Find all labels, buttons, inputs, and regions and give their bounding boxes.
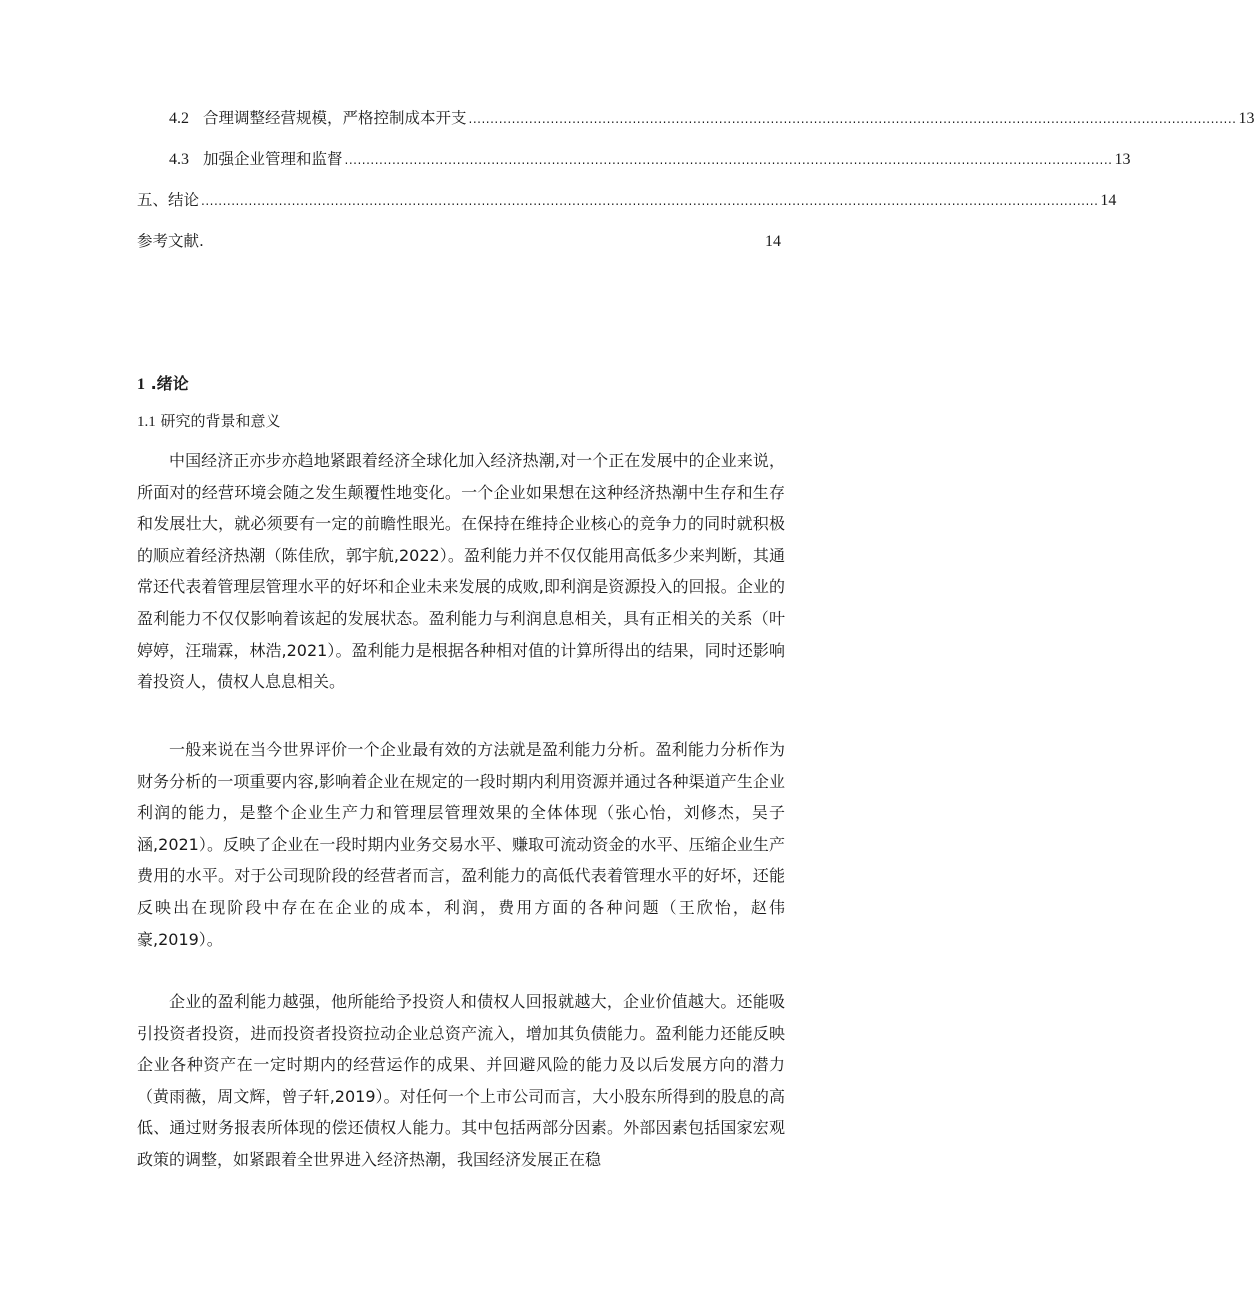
toc-entry-title: 参考文献. [137, 232, 204, 250]
toc-entry-page: 13 [1238, 110, 1255, 127]
body-paragraph: 中国经济正亦步亦趋地紧跟着经济全球化加入经济热潮,对一个正在发展中的企业来说，所面对的经营环境会随之发生颠覆性地变化。一个企业如果想在这种经济热潮中生存和生存和发展壮大，就必须要有一定的前瞻性眼光。在保持在维持企业核心的竞争力的同时就积极的顺应着经济热潮（陈佳欣，郭宇航,2022）。盈利能力并不仅仅能用高低多少来判断，其通常还代表着管理层管理水平的好坏和企业未来发展的成败,即利润是资源投入的回报。企业的盈利能力不仅仅影响着该起的发展状态。盈利能力与利润息息相关，具有正相关的关系（叶婷婷，汪瑞霖，林浩,2021）。盈利能力是根据各种相对值的计算所得出的结果，同时还影响着投资人，债权人息息相关。 [137, 451, 785, 692]
toc-entry-references[interactable] [137, 231, 781, 252]
body-paragraph: 企业的盈利能力越强，他所能给予投资人和债权人回报就越大，企业价值越大。还能吸引投资者投资，进而投资者投资拉动企业总资产流入，增加其负债能力。盈利能力还能反映企业各种资产在一定时期内的经营运作的成果、并回避风险的能力及以后发展方向的潜力（黄雨薇，周文辉，曾子轩,2019）。对任何一个上市公司而言，大小股东所得到的股息的高低、通过财务报表所体现的偿还债权人能力。其中包括两部分因素。外部因素包括国家宏观政策的调整，如紧跟着全世界进入经济热潮，我国经济发展正在稳 [137, 992, 785, 1169]
toc-leader-dots: .................................................................................................................................................................................. [468, 112, 1237, 126]
subsection-title: 研究的背景和意义 [160, 412, 281, 430]
toc-entry-page: 14 [1100, 192, 1117, 209]
subsection-heading [137, 410, 281, 433]
toc-entry-title: 五、结论 [137, 191, 200, 209]
toc-entry-conclusion[interactable] [137, 190, 1117, 211]
toc-entry-4-3[interactable] [169, 149, 1131, 170]
toc-entry-number: 4.3 [169, 151, 189, 168]
subsection-number: 1.1 [137, 414, 156, 430]
section-heading [137, 373, 189, 396]
toc-entry-title: 加强企业管理和监督 [203, 150, 343, 168]
toc-entry-page: 14 [765, 233, 781, 250]
body-paragraph: 一般来说在当今世界评价一个企业最有效的方法就是盈利能力分析。盈利能力分析作为财务分析的一项重要内容,影响着企业在规定的一段时期内利用资源并通过各种渠道产生企业利润的能力，是整个企业生产力和管理层管理效果的全体体现（张心怡，刘修杰，吴子涵,2021）。反映了企业在一段时期内业务交易水平、赚取可流动资金的水平、压缩企业生产费用的水平。对于公司现阶段的经营者而言，盈利能力的高低代表着管理水平的好坏，还能反映出在现阶段中存在在企业的成本，利润，费用方面的各种问题（王欣怡，赵伟豪,2019）。 [137, 740, 785, 949]
section-number: 1 [137, 376, 145, 393]
toc-entry-page: 13 [1114, 151, 1131, 168]
toc-entry-number: 4.2 [169, 110, 189, 127]
toc-leader-dots: ................................................................................................................................................................................................................ [201, 194, 1099, 208]
toc-entry-title: 合理调整经营规模，严格控制成本开支 [203, 109, 467, 127]
section-title: .绪论 [150, 374, 189, 393]
toc-entry-4-2[interactable] [169, 108, 1255, 129]
toc-leader-dots: .................................................................................................................................................................................. [344, 153, 1113, 167]
